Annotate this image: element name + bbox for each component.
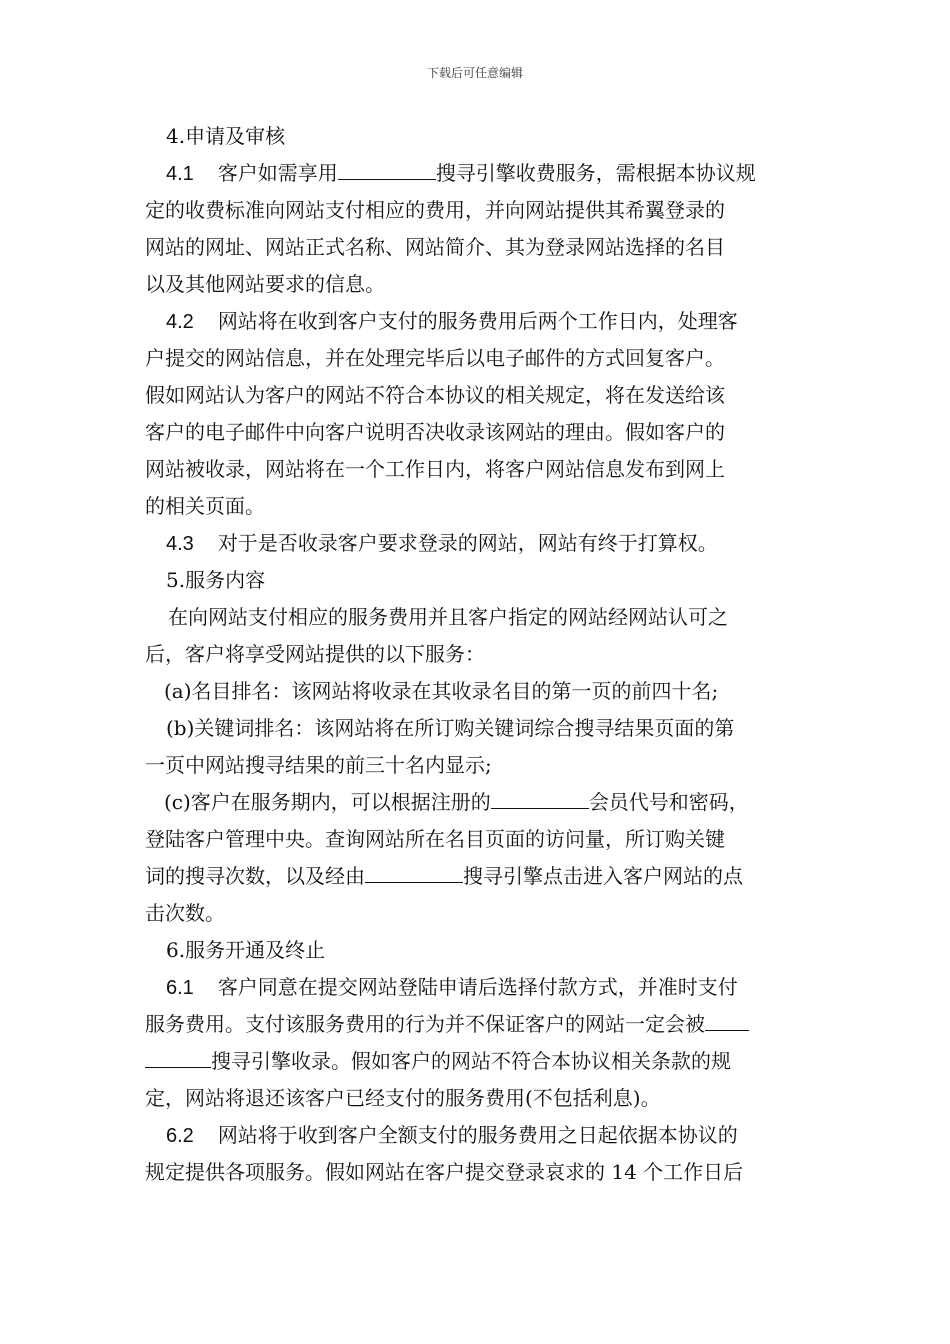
paragraph-line — [145, 969, 810, 1006]
clause-number: 6.1 — [166, 977, 194, 999]
paragraph-line: 网站被收录，网站将在一个工作日内，将客户网站信息发布到网上 — [145, 457, 725, 481]
clause-number: 4.3 — [166, 533, 194, 555]
clause-number: 6.2 — [166, 1125, 194, 1147]
paragraph-line: 的相关页面。 — [145, 494, 265, 518]
fill-in-blank — [338, 157, 436, 180]
paragraph-line: 一页中网站搜寻结果的前三十名内显示; — [145, 753, 492, 777]
document-body — [145, 118, 810, 1191]
text-span: 搜寻引擎点击进入客户网站的点 — [463, 864, 743, 888]
paragraph-line: 定的收费标准向网站支付相应的费用，并向网站提供其希翼登录的 — [145, 198, 725, 222]
paragraph-line: 击次数。 — [145, 901, 225, 925]
paragraph-line: 登陆客户管理中央。查询网站所在名目页面的访问量，所订购关键 — [145, 827, 725, 851]
paragraph-line — [145, 155, 810, 192]
text-span: 客户同意在提交网站登陆申请后选择付款方式，并准时支付 — [217, 975, 738, 999]
paragraph-line: 定，网站将退还该客户已经支付的服务费用(不包括利息)。 — [145, 1086, 661, 1110]
fill-in-blank — [491, 786, 589, 809]
fill-in-blank — [365, 860, 463, 883]
clause-number: 4.1 — [166, 163, 194, 185]
text-span: 客户如需享用 — [217, 161, 338, 185]
page-header: 下载后可任意编辑 — [426, 66, 523, 80]
paragraph-line: 客户的电子邮件中向客户说明否决收录该网站的理由。假如客户的 — [145, 420, 725, 444]
paragraph-line: 在向网站支付相应的服务费用并且客户指定的网站经网站认可之 — [168, 605, 728, 629]
section-heading: 4.申请及审核 — [166, 124, 286, 148]
paragraph-line — [145, 525, 810, 562]
paragraph-line: 假如网站认为客户的网站不符合本协议的相关规定，将在发送给该 — [145, 383, 725, 407]
list-item: (b)关键词排名：该网站将在所订购关键词综合搜寻结果页面的第 — [166, 716, 735, 740]
text-span: (c)客户在服务期内，可以根据注册的 — [164, 790, 491, 814]
text-span: 网站将在收到客户支付的服务费用后两个工作日内，处理客 — [217, 309, 738, 333]
paragraph-line — [145, 1006, 810, 1043]
text-span: 搜寻引擎收录。假如客户的网站不符合本协议相关条款的规 — [211, 1049, 731, 1073]
paragraph-line: 以及其他网站要求的信息。 — [145, 272, 385, 296]
fill-in-blank — [705, 1008, 749, 1031]
text-span: 网站将于收到客户全额支付的服务费用之日起依据本协议的 — [217, 1123, 738, 1147]
paragraph-line: 后，客户将享受网站提供的以下服务： — [145, 642, 485, 666]
list-item: (a)名目排名：该网站将收录在其收录名目的第一页的前四十名; — [164, 679, 719, 703]
text-span: 服务费用。支付该服务费用的行为并不保证客户的网站一定会被 — [145, 1012, 705, 1036]
paragraph-line: 网站的网址、网站正式名称、网站简介、其为登录网站选择的名目 — [145, 235, 725, 259]
fill-in-blank — [145, 1045, 211, 1068]
paragraph-line — [145, 1043, 810, 1080]
text-span: 对于是否收录客户要求登录的网站，网站有终于打算权。 — [217, 531, 718, 555]
text-span: 搜寻引擎收费服务，需根据本协议规 — [435, 161, 756, 185]
paragraph-line — [145, 1117, 810, 1154]
text-span: 词的搜寻次数，以及经由 — [145, 864, 365, 888]
section-heading: 5.服务内容 — [166, 568, 266, 592]
paragraph-line: 规定提供各项服务。假如网站在客户提交登录哀求的 14 个工作日后 — [145, 1160, 744, 1184]
text-span: 会员代号和密码， — [588, 790, 749, 814]
paragraph-line — [145, 303, 810, 340]
section-heading: 6.服务开通及终止 — [166, 938, 326, 962]
clause-number: 4.2 — [166, 311, 194, 333]
list-item — [145, 784, 810, 821]
paragraph-line: 户提交的网站信息，并在处理完毕后以电子邮件的方式回复客户。 — [145, 346, 725, 370]
paragraph-line — [145, 858, 810, 895]
